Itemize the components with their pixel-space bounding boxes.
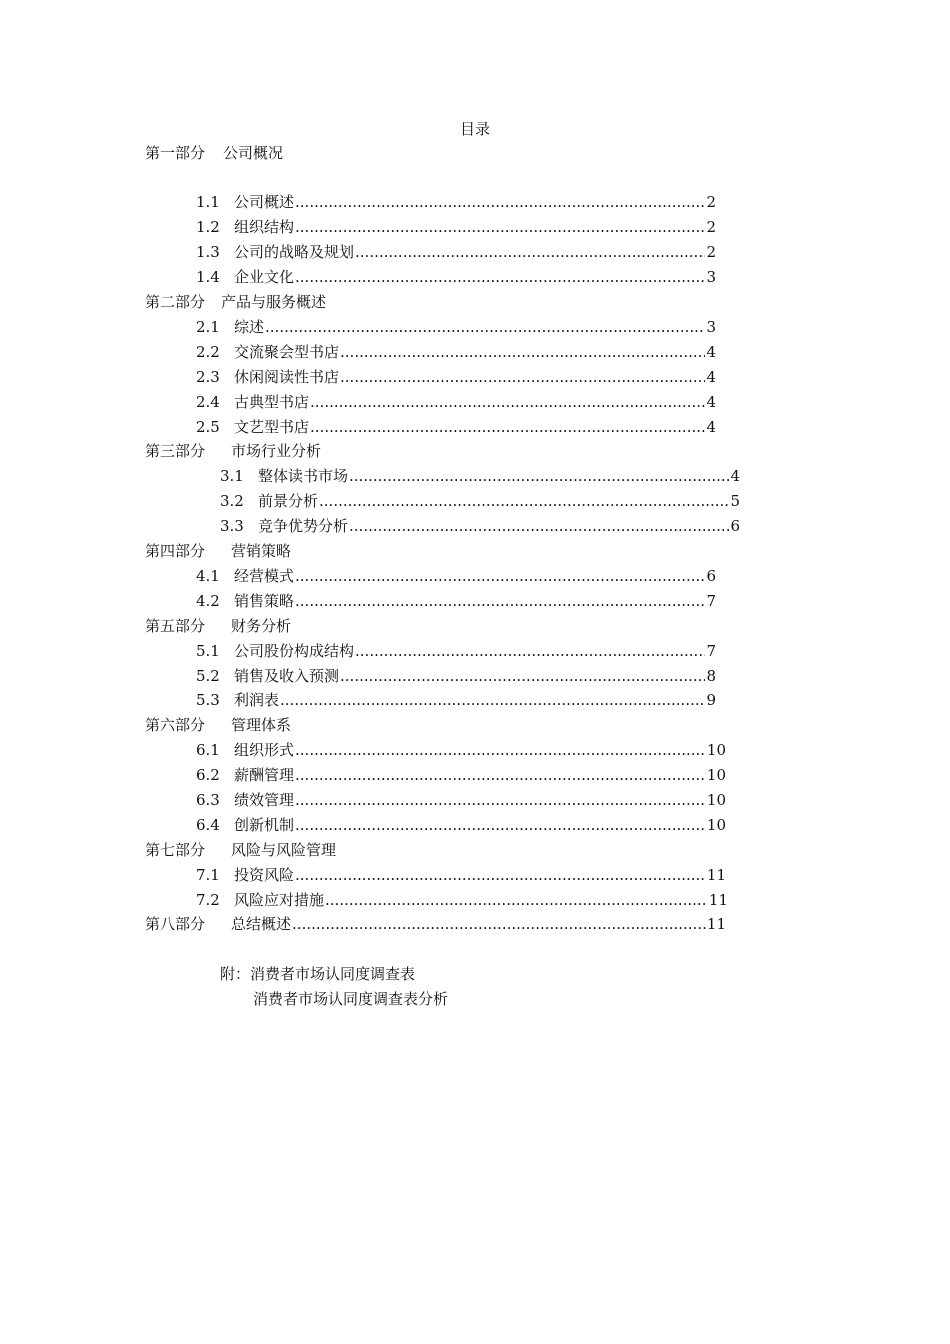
part-label: 第五部分 [145, 617, 206, 635]
dot-leader [295, 216, 705, 238]
entry-number: 3.1 [220, 467, 244, 485]
toc-entry[interactable] [196, 241, 716, 263]
entry-page: 3 [706, 268, 716, 286]
part-heading [145, 839, 336, 861]
entry-page: 11 [706, 915, 726, 933]
toc-entry[interactable] [196, 764, 726, 786]
entry-number: 7.2 [196, 891, 220, 909]
toc-entry[interactable] [196, 266, 716, 288]
part-heading [145, 142, 283, 164]
toc-entry[interactable] [196, 565, 716, 587]
toc-entry[interactable] [196, 665, 716, 687]
toc-entry-part[interactable] [145, 913, 726, 935]
entry-page: 7 [706, 592, 716, 610]
part-label: 第二部分 [145, 293, 206, 311]
entry-text: 休闲阅读性书店 [234, 368, 340, 386]
dot-leader [349, 515, 729, 537]
entry-text: 薪酬管理 [234, 766, 295, 784]
toc-entry[interactable] [196, 640, 716, 662]
entry-number: 6.4 [196, 816, 220, 834]
entry-text: 投资风险 [234, 866, 295, 884]
entry-page: 8 [706, 667, 716, 685]
dot-leader [295, 789, 706, 811]
entry-number: 1.2 [196, 218, 220, 236]
part-title: 营销策略 [231, 542, 292, 560]
dot-leader [295, 814, 706, 836]
entry-text: 组织结构 [234, 218, 295, 236]
entry-text: 经营模式 [234, 567, 295, 585]
toc-entry[interactable] [196, 366, 716, 388]
toc-entry[interactable] [196, 689, 716, 711]
entry-page: 6 [706, 567, 716, 585]
part-title: 风险与风险管理 [231, 841, 337, 859]
dot-leader [280, 689, 705, 711]
part-title: 市场行业分析 [231, 442, 322, 460]
entry-text: 公司的战略及规划 [234, 243, 355, 261]
entry-number: 1.1 [196, 193, 220, 211]
dot-leader [310, 416, 705, 438]
dot-leader [355, 640, 705, 662]
toc-entry[interactable] [220, 490, 740, 512]
entry-page: 2 [706, 193, 716, 211]
dot-leader [292, 913, 706, 935]
part-title: 公司概况 [223, 144, 284, 162]
part-heading [145, 615, 291, 637]
toc-entry[interactable] [196, 341, 716, 363]
appendix-line [220, 963, 415, 984]
entry-number: 5.3 [196, 691, 220, 709]
entry-text: 组织形式 [234, 741, 295, 759]
entry-number: 5.2 [196, 667, 220, 685]
dot-leader [295, 764, 706, 786]
part-heading [145, 440, 321, 462]
part-label: 第八部分 [145, 915, 206, 933]
entry-text: 绩效管理 [234, 791, 295, 809]
toc-entry[interactable] [196, 814, 726, 836]
dot-leader [310, 391, 705, 413]
entry-page: 3 [706, 318, 716, 336]
dot-leader [295, 266, 705, 288]
toc-entry[interactable] [196, 416, 716, 438]
entry-text: 风险应对措施 [234, 891, 325, 909]
dot-leader [295, 739, 706, 761]
entry-page: 10 [706, 816, 726, 834]
entry-number: 1.3 [196, 243, 220, 261]
part-label: 第四部分 [145, 542, 206, 560]
dot-leader [295, 864, 706, 886]
toc-entry[interactable] [196, 739, 726, 761]
entry-number: 1.4 [196, 268, 220, 286]
toc-entry[interactable] [196, 316, 716, 338]
entry-number: 6.3 [196, 791, 220, 809]
dot-leader [295, 191, 705, 213]
entry-number: 2.4 [196, 393, 220, 411]
entry-text: 公司股份构成结构 [234, 642, 355, 660]
entry-number: 6.2 [196, 766, 220, 784]
entry-page: 9 [706, 691, 716, 709]
entry-number: 5.1 [196, 642, 220, 660]
entry-text: 整体读书市场 [258, 467, 349, 485]
part-title: 总结概述 [231, 915, 292, 933]
part-label: 第七部分 [145, 841, 206, 859]
dot-leader [340, 665, 705, 687]
part-title: 管理体系 [231, 716, 292, 734]
part-heading [145, 540, 291, 562]
toc-entry[interactable] [196, 191, 716, 213]
entry-page: 10 [706, 741, 726, 759]
entry-number: 4.2 [196, 592, 220, 610]
entry-page: 2 [706, 218, 716, 236]
entry-page: 11 [706, 866, 726, 884]
toc-title: 目录 [459, 120, 490, 138]
toc-entry[interactable] [196, 216, 716, 238]
dot-leader [340, 366, 705, 388]
entry-number: 2.5 [196, 418, 220, 436]
part-title: 财务分析 [231, 617, 292, 635]
entry-number: 6.1 [196, 741, 220, 759]
appendix-line [253, 988, 448, 1009]
appendix-label: 附： [220, 965, 251, 983]
dot-leader [340, 341, 705, 363]
entry-page: 10 [706, 791, 726, 809]
entry-text: 文艺型书店 [234, 418, 310, 436]
part-label: 第六部分 [145, 716, 206, 734]
entry-number: 2.1 [196, 318, 220, 336]
entry-page: 10 [706, 766, 726, 784]
part-heading [145, 291, 326, 313]
entry-text: 竞争优势分析 [258, 517, 349, 535]
toc-entry[interactable] [196, 590, 716, 612]
dot-leader [295, 590, 705, 612]
entry-page: 5 [730, 492, 740, 510]
toc-entry[interactable] [196, 391, 716, 413]
dot-leader [265, 316, 705, 338]
dot-leader [319, 490, 729, 512]
part-label: 第一部分 [145, 144, 206, 162]
entry-text: 销售及收入预测 [234, 667, 340, 685]
entry-text: 利润表 [234, 691, 280, 709]
toc-entry[interactable] [220, 515, 740, 537]
appendix-item: 消费者市场认同度调查表 [250, 965, 416, 983]
entry-page: 6 [730, 517, 740, 535]
entry-number: 4.1 [196, 567, 220, 585]
entry-text: 销售策略 [234, 592, 295, 610]
toc-entry[interactable] [196, 889, 728, 911]
dot-leader [295, 565, 705, 587]
toc-entry[interactable] [196, 864, 726, 886]
part-label: 第三部分 [145, 442, 206, 460]
entry-text: 交流聚会型书店 [234, 343, 340, 361]
entry-page: 4 [706, 418, 716, 436]
entry-text: 创新机制 [234, 816, 295, 834]
entry-text: 综述 [234, 318, 265, 336]
toc-entry[interactable] [196, 789, 726, 811]
entry-text: 前景分析 [258, 492, 319, 510]
part-title: 产品与服务概述 [221, 293, 327, 311]
appendix-item: 消费者市场认同度调查表分析 [253, 990, 449, 1008]
entry-page: 4 [706, 368, 716, 386]
entry-number: 2.2 [196, 343, 220, 361]
entry-text: 公司概述 [234, 193, 295, 211]
part-heading [145, 714, 291, 736]
entry-page: 7 [706, 642, 716, 660]
entry-number: 3.3 [220, 517, 244, 535]
entry-page: 2 [706, 243, 716, 261]
entry-number: 7.1 [196, 866, 220, 884]
toc-entry[interactable] [220, 465, 740, 487]
entry-page: 4 [730, 467, 740, 485]
entry-text: 古典型书店 [234, 393, 310, 411]
entry-page: 4 [706, 343, 716, 361]
dot-leader [349, 465, 729, 487]
dot-leader [355, 241, 705, 263]
entry-page: 4 [706, 393, 716, 411]
dot-leader [325, 889, 708, 911]
entry-number: 3.2 [220, 492, 244, 510]
entry-number: 2.3 [196, 368, 220, 386]
entry-page: 11 [708, 891, 728, 909]
entry-text: 企业文化 [234, 268, 295, 286]
